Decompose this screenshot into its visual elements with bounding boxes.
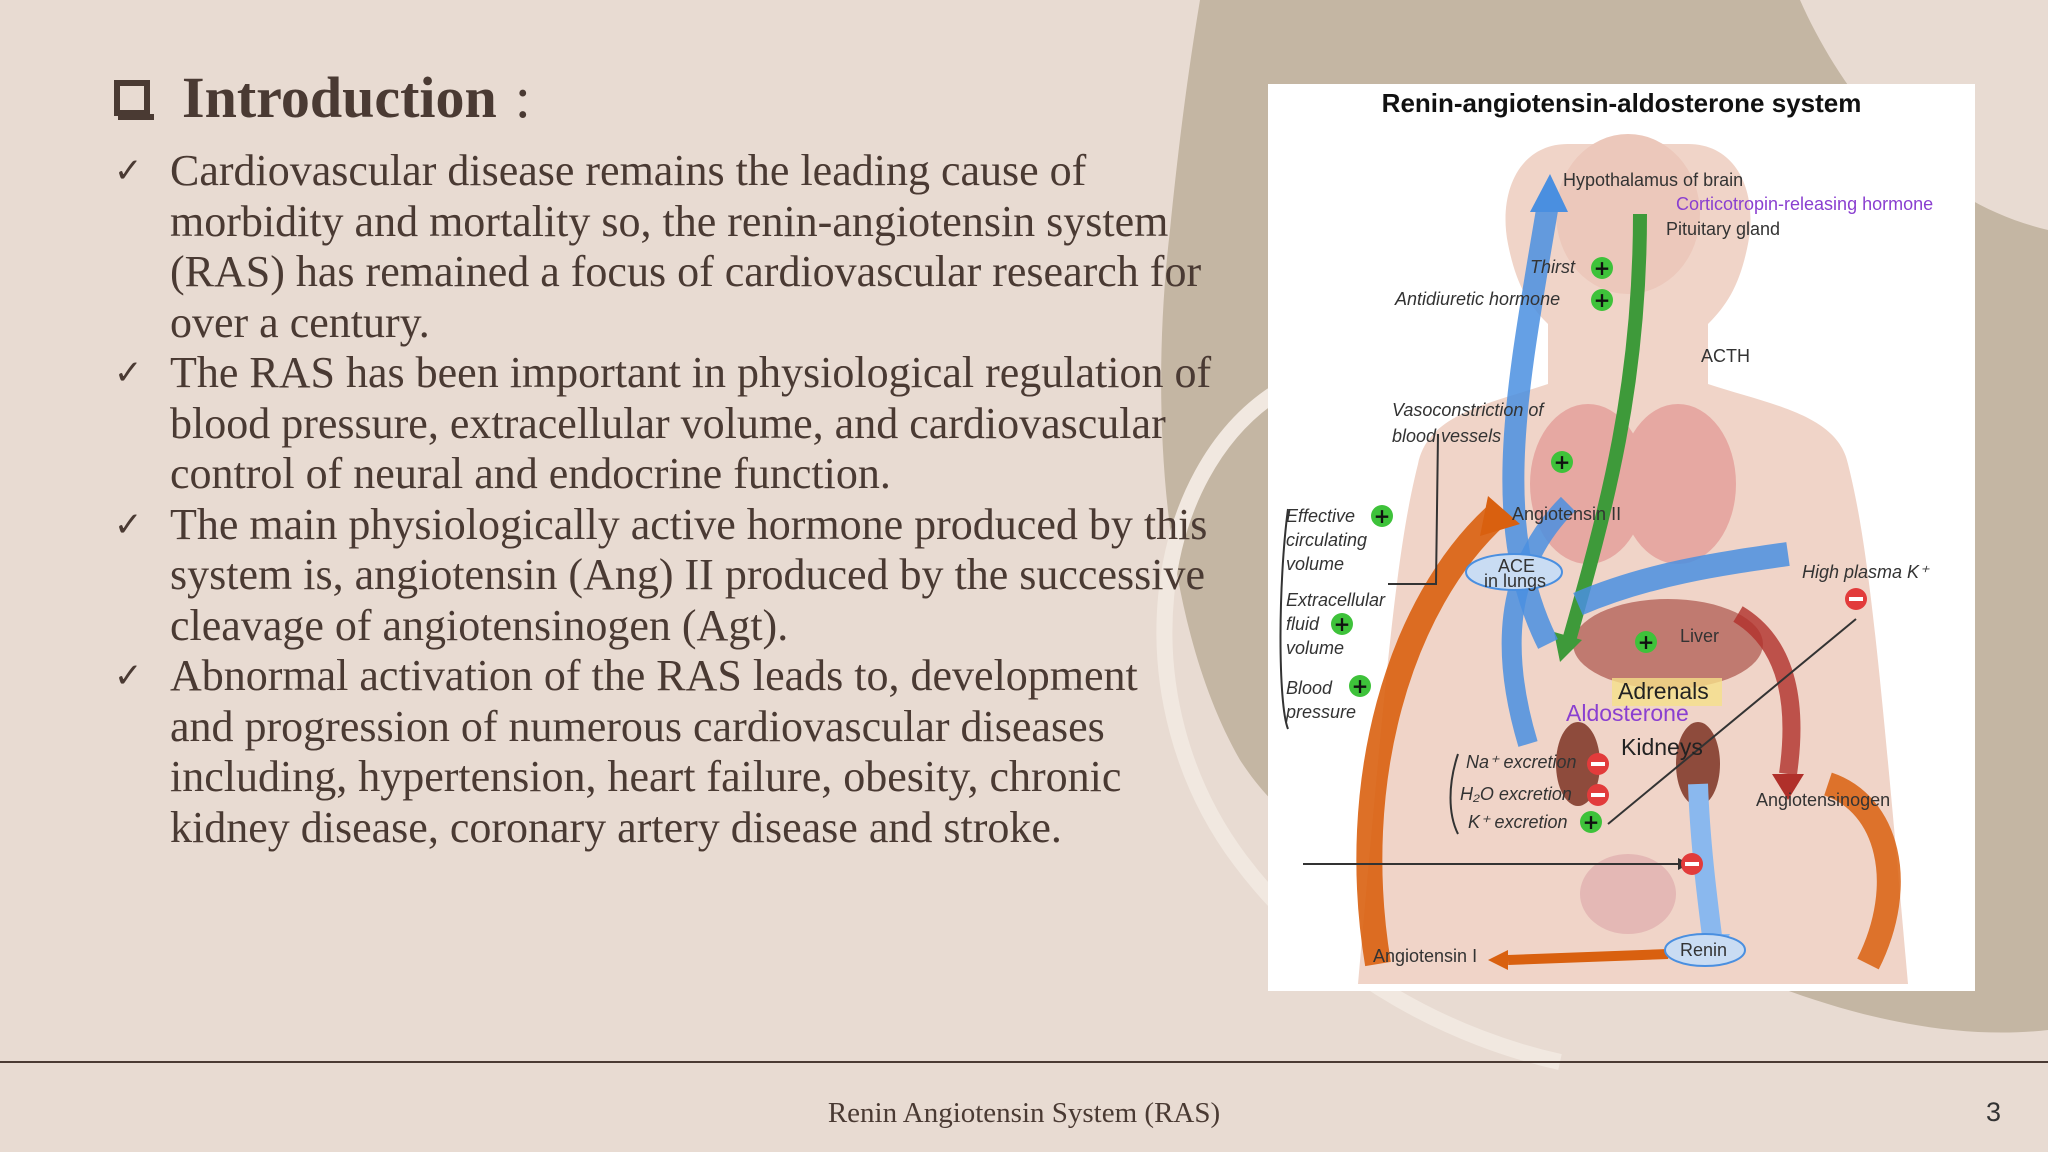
bullet-item [112,500,1212,652]
label-ecf-1: Extracellular [1286,590,1386,610]
title-text: Introduction [182,65,497,130]
bladder-shape [1580,854,1676,934]
label-bp-1: Blood [1286,678,1333,698]
footer-title: Renin Angiotensin System (RAS) [827,1097,1221,1129]
svg-text:+: + [1593,288,1611,312]
bullet-item [112,651,1212,853]
bullet-text: Abnormal activation of the RAS leads to, development and progression of numerous cardiovascular diseases including, hypertension, heart failure, obesity, chronic kidney disease, coronary artery disease and stroke. [170,651,1138,852]
label-acth: ACTH [1701,346,1750,366]
label-kidneys: Kidneys [1621,734,1703,760]
bullet-item [112,146,1212,348]
label-h2o-excretion: H₂O excretion [1460,784,1572,804]
checkmark-icon: ✓ [114,353,143,393]
renin-to-angiotensin-i-arrow [1508,954,1668,960]
footer-divider [0,1061,2048,1063]
slide-title [114,64,531,131]
label-angiotensin-ii: Angiotensin II [1512,504,1622,524]
checkmark-icon: ✓ [114,151,143,191]
label-na-excretion: Na⁺ excretion [1466,752,1577,772]
label-renin: Renin [1680,940,1728,960]
label-angiotensin-i: Angiotensin I [1373,946,1478,966]
bullet-text: The RAS has been important in physiological regulation of blood pressure, extracellular volume, and cardiovascular control of neural and endocrine function. [170,348,1212,498]
svg-text:+: + [1333,612,1351,636]
label-pituitary: Pituitary gland [1666,219,1781,239]
label-aldosterone: Aldosterone [1566,700,1689,726]
label-thirst: Thirst [1530,257,1575,277]
svg-text:+: + [1553,450,1571,474]
lung-right [1620,404,1736,564]
svg-text:+: + [1593,256,1611,280]
label-adh: Antidiuretic hormone [1395,289,1561,309]
title-colon: : [514,65,531,130]
checkmark-icon: ✓ [114,656,143,696]
liver-shape [1573,599,1763,689]
svg-text:+: + [1582,810,1600,834]
label-ecf-3: volume [1286,638,1345,658]
raas-illustration [1268,84,1975,991]
bullet-list [112,146,1212,853]
bullet-item [112,348,1212,500]
bullet-text: The main physiologically active hormone produced by this system is, angiotensin (Ang) II produced by the successive cleavage of angiotensinogen (Agt). [170,499,1208,650]
label-ecf-2: fluid [1286,614,1320,634]
checkmark-icon: ✓ [114,504,143,545]
label-ecv-2: circulating [1286,530,1368,550]
label-ecv-3: volume [1286,554,1345,574]
label-vasoconstriction-2: blood vessels [1392,426,1502,446]
bullet-text: Cardiovascular disease remains the leading cause of morbidity and mortality so, the renin-angiotensin system (RAS) has remained a focus of cardiovascular research for over a century. [170,146,1202,347]
svg-text:+: + [1373,504,1391,528]
label-hypothalamus: Hypothalamus of brain [1563,170,1744,190]
page-number: 3 [1986,1097,2002,1127]
diagram-title: Renin-angiotensin-aldosterone system [1381,88,1862,118]
label-vasoconstriction-1: Vasoconstriction of [1392,400,1544,420]
label-liver: Liver [1680,626,1720,646]
checkbox-square-icon [114,80,150,116]
label-ace-1: ACE [1498,556,1536,576]
label-crh: Corticotropin-releasing hormone [1676,194,1934,214]
label-ace-2: in lungs [1484,571,1547,591]
label-k-excretion: K⁺ excretion [1468,812,1568,832]
svg-text:+: + [1351,674,1369,698]
label-high-plasma-k: High plasma K⁺ [1802,562,1929,582]
svg-text:+: + [1637,630,1655,654]
label-angiotensinogen: Angiotensinogen [1756,790,1891,810]
label-ecv-1: Effective [1286,506,1356,526]
label-bp-2: pressure [1286,702,1357,722]
label-adrenals: Adrenals [1618,678,1709,704]
raas-diagram [1268,84,1975,991]
